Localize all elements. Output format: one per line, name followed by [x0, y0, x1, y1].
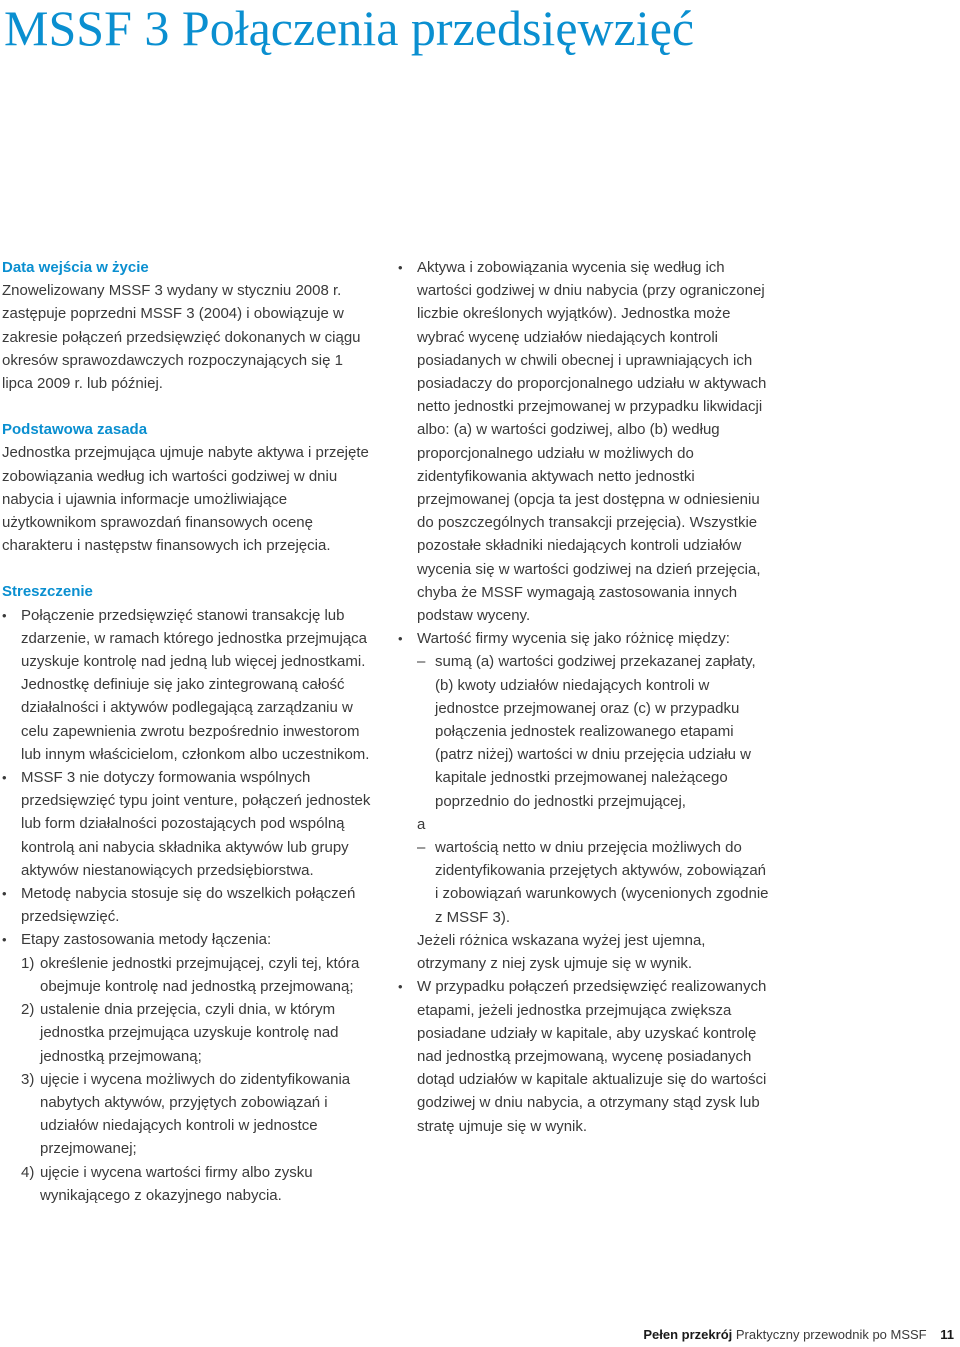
list-item-text: Wartość firmy wycenia się jako różnicę między:	[417, 630, 730, 648]
effective-date-heading: Data wejścia w życie	[2, 259, 149, 276]
list-item-text: Etapy zastosowania metody łączenia:	[21, 931, 272, 949]
left-column	[2, 256, 374, 1207]
summary-heading: Streszczenie	[2, 583, 93, 601]
summary-list-continued	[398, 256, 770, 1138]
step-number: 3)	[21, 1070, 35, 1088]
step-text: ujęcie i wycena wartości firmy albo zysku wynikającego z okazyjnego nabycia.	[40, 1163, 313, 1204]
right-column	[398, 256, 770, 1138]
list-item	[398, 627, 770, 975]
page-number: 11	[940, 1327, 954, 1342]
list-item-continuation: Jeżeli różnica wskazana wyżej jest ujemna, otrzymany z niej zysk ujmuje się w wynik.	[417, 931, 706, 973]
step-text: ustalenie dnia przejęcia, czyli dnia, w którym jednostka przejmująca uzyskuje kontrolę nad jednostką przejmowaną;	[40, 1001, 339, 1065]
step-item	[21, 998, 374, 1068]
steps-list	[21, 952, 374, 1207]
step-number: 2)	[21, 1001, 35, 1019]
footer-section: Pełen przekrój	[643, 1327, 733, 1342]
core-principle-text: Jednostka przejmująca ujmuje nabyte aktywa i przejęte zobowiązania według ich wartości godziwej w dniu nabycia i ujawnia informacje umożliwiające użytkownikom sprawozdań finansowych ocenę charakteru i następstw finansowych ich przejęcia.	[2, 444, 369, 555]
step-text: ujęcie i wycena możliwych do zidentyfikowania nabytych aktywów, przyjętych zobowiązań i udziałów niedających kontroli w jednostce przejmowanej;	[40, 1070, 351, 1158]
dash-list	[417, 836, 770, 929]
list-item: • Metodę nabycia stosuje się do wszelkich połączeń przedsięwzięć.	[2, 882, 374, 928]
dash-item: – sumą (a) wartości godziwej przekazanej zapłaty, (b) kwoty udziałów niedających kontroli w jednostce przejmowanej oraz (c) w przypadku połączenia jednostek realizowanego etapami (patrz niżej) wartości w dniu przejęcia udziału w kapitale jednostki przejmowanej należącego poprzednio do jednostki przejmującej,	[417, 650, 770, 812]
step-item	[21, 1068, 374, 1161]
list-item: • MSSF 3 nie dotyczy formowania wspólnych przedsięwzięć typu joint venture, połączeń jednostek lub form działalności pozostających pod wspólną kontrolą ani nabycia składnika aktywów lub grupy aktywów niestanowiących przedsiębiorstwa.	[2, 766, 374, 882]
page-title: MSSF 3 Połączenia przedsięwzięć	[4, 0, 695, 56]
list-item: • Aktywa i zobowiązania wycenia się według ich wartości godziwej w dniu nabycia (przy ograniczonej liczbie określonych wyjątków). Jednostka może wybrać wycenę udziałów niedających kontroli posiadanych w chwili obecnej i uprawniających ich posiadaczy do proporcjonalnego udziału w aktywach netto jednostki przejmowanej w przypadku likwidacji albo: (a) w wartości godziwej, albo (b) według proporcjonalnego udziału w możliwych do zidentyfikowania aktywach netto jednostki przejmowanej (opcja ta jest dostępna w odniesieniu do poszczególnych transakcji przejęcia). Wszystkie pozostałe składniki niedających kontroli udziałów wycenia się w wartości godziwej na dzień przejęcia, chyba że MSSF wymagają zastosowania innych podstaw wyceny.	[398, 256, 770, 627]
effective-date-text: Znowelizowany MSSF 3 wydany w styczniu 2008 r. zastępuje poprzedni MSSF 3 (2004) i obowiązuje w zakresie połączeń przedsięwzięć dokonanych w ciągu okresów sprawozdawczych rozpoczynających się 1 lipca 2009 r. lub później.	[2, 282, 361, 393]
list-item: • W przypadku połączeń przedsięwzięć realizowanych etapami, jeżeli jednostka przejmująca zwiększa posiadane udziały w kapitale, aby uzyskać kontrolę nad jednostką przejmowaną, wycenę posiadanych dotąd udziałów w kapitale aktualizuje się do wartości godziwej w dniu nabycia, a otrzymany stąd zysk lub stratę ujmuje się w wynik.	[398, 975, 770, 1137]
footer-guide-title: Praktyczny przewodnik po MSSF	[735, 1327, 927, 1342]
step-number: 4)	[21, 1163, 35, 1181]
list-item: • Połączenie przedsięwzięć stanowi transakcję lub zdarzenie, w ramach którego jednostka przejmująca uzyskuje kontrolę nad jedną lub więcej jednostkami. Jednostkę definiuje się jako zintegrowaną całość działalności i aktywów podlegającą zarządzaniu w celu zapewnienia zwrotu bezpośrednio inwestorom lub innym właścicielom, członkom albo uczestnikom.	[2, 604, 374, 766]
dash-list	[417, 650, 770, 812]
core-principle-heading: Podstawowa zasada	[2, 421, 148, 439]
step-item	[21, 1161, 374, 1207]
step-number: 1)	[21, 954, 35, 972]
step-text: określenie jednostki przejmującej, czyli tej, która obejmuje kontrolę nad jednostką przejmowaną;	[40, 954, 360, 995]
conjunction: a	[417, 815, 426, 833]
list-item	[2, 928, 374, 1206]
step-item	[21, 952, 374, 998]
summary-list	[2, 604, 374, 1207]
page-footer	[643, 1326, 954, 1344]
dash-item: – wartością netto w dniu przejęcia możliwych do zidentyfikowania przejętych aktywów, zobowiązań i zobowiązań warunkowych (wycenionych zgodnie z MSSF 3).	[417, 836, 770, 929]
